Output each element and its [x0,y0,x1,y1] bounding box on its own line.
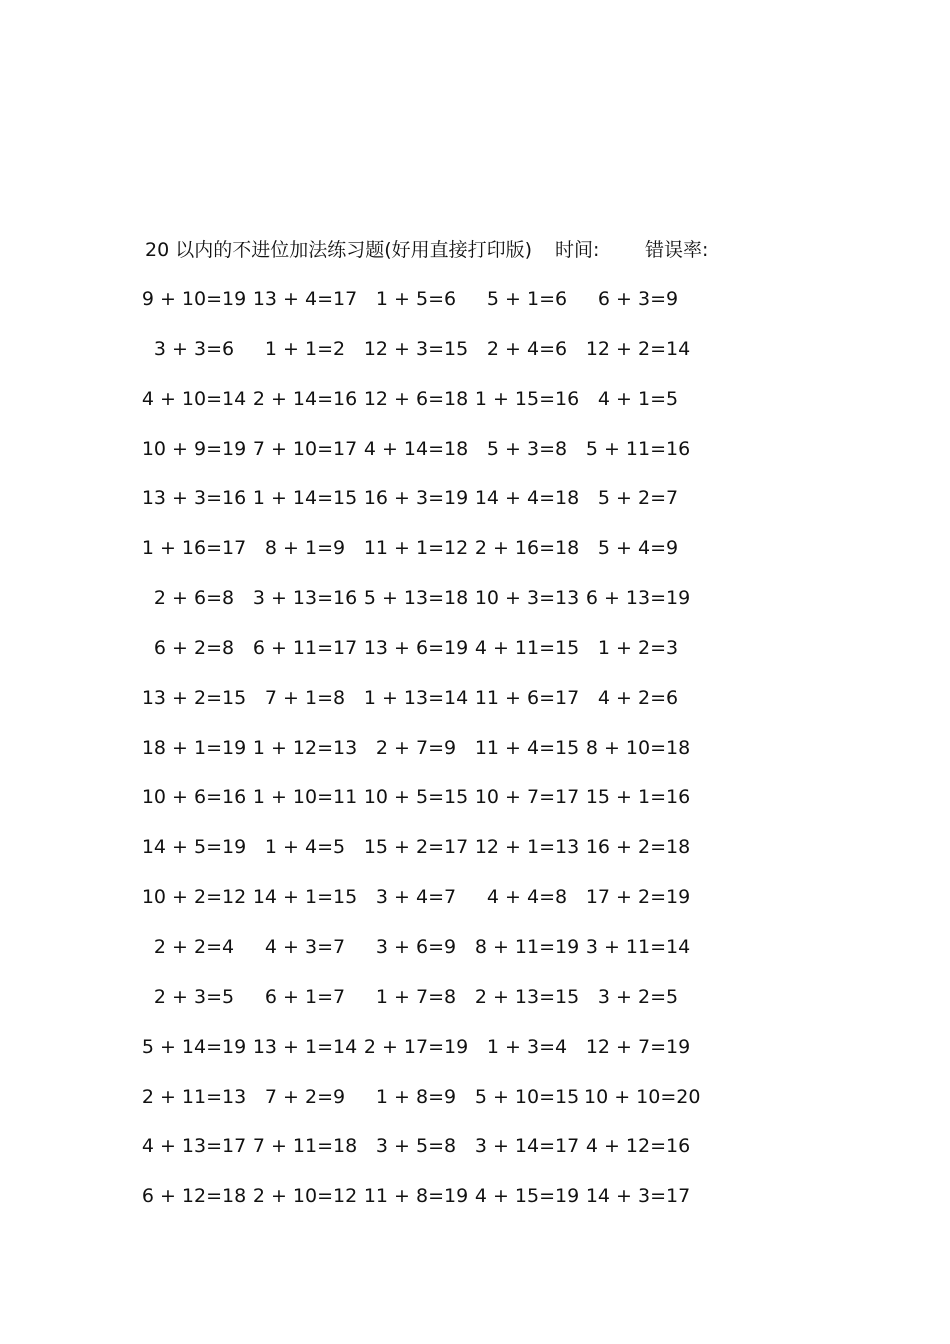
problem-equation: 5 + 14=19 [141,1035,247,1058]
problem-equation: 13 + 4=17 [252,288,358,310]
problem-equation: 4 + 12=16 [585,1135,691,1158]
problem-equation: 2 + 6=8 [153,587,235,610]
problem-row [140,533,700,583]
problem-equation: 1 + 12=13 [252,736,358,759]
problem-equation: 2 + 13=15 [474,985,580,1008]
problem-equation: 3 + 5=8 [375,1135,457,1158]
problem-equation: 13 + 6=19 [363,636,469,659]
problem-equation: 9 + 10=19 [141,288,247,310]
problem-equation: 10 + 3=13 [474,587,580,610]
problem-equation: 5 + 2=7 [597,487,679,510]
problem-equation: 10 + 6=16 [141,786,247,809]
problem-row [140,434,700,484]
problem-equation: 10 + 2=12 [141,886,247,909]
problem-equation: 12 + 7=19 [585,1035,691,1058]
problem-row [140,334,700,384]
problem-row [140,284,700,334]
problem-row [140,683,700,733]
problem-equation: 5 + 3=8 [486,437,568,460]
problem-equation: 5 + 13=18 [363,587,469,610]
problem-equation: 13 + 2=15 [141,686,247,709]
problem-equation: 3 + 2=5 [597,985,679,1008]
problem-row [140,733,700,783]
problem-equation: 1 + 16=17 [141,537,247,560]
problem-row [140,1082,700,1132]
problem-equation: 2 + 2=4 [153,935,235,958]
problem-row [140,1131,700,1181]
problem-equation: 4 + 14=18 [363,437,469,460]
problem-equation: 2 + 14=16 [252,387,358,410]
problem-equation: 11 + 8=19 [363,1185,469,1208]
problem-equation: 6 + 1=7 [264,985,346,1008]
problem-equation: 5 + 11=16 [585,437,691,460]
problem-equation: 8 + 10=18 [585,736,691,759]
problem-equation: 4 + 11=15 [474,636,580,659]
problem-equation: 3 + 4=7 [375,886,457,909]
problem-equation: 12 + 2=14 [585,337,691,360]
problem-equation: 7 + 2=9 [264,1085,346,1108]
problem-equation: 4 + 1=5 [597,387,679,410]
problem-equation: 1 + 13=14 [363,686,469,709]
problem-equation: 5 + 10=15 [474,1085,580,1108]
problem-equation: 4 + 2=6 [597,686,679,709]
problem-row [140,882,700,932]
problem-equation: 2 + 4=6 [486,337,568,360]
problem-row [140,932,700,982]
problem-equation: 5 + 4=9 [597,537,679,560]
problem-equation: 2 + 17=19 [363,1035,469,1058]
problem-equation: 1 + 1=2 [264,337,346,360]
problem-equation: 15 + 2=17 [363,836,469,859]
error-rate-label: 错误率: [645,239,709,261]
problem-row [140,384,700,434]
problem-equation: 4 + 15=19 [474,1185,580,1208]
problem-equation: 1 + 8=9 [375,1085,457,1108]
problem-equation: 6 + 3=9 [597,288,679,310]
problem-equation: 1 + 4=5 [264,836,346,859]
problem-equation: 7 + 10=17 [252,437,358,460]
problem-equation: 13 + 1=14 [252,1035,358,1058]
problem-equation: 18 + 1=19 [141,736,247,759]
problem-equation: 14 + 4=18 [474,487,580,510]
problem-equation: 1 + 14=15 [252,487,358,510]
time-label: 时间: [555,239,600,261]
problem-equation: 6 + 13=19 [585,587,691,610]
problem-equation: 2 + 10=12 [252,1185,358,1208]
problem-equation: 15 + 1=16 [585,786,691,809]
problem-equation: 3 + 11=14 [585,935,691,958]
problem-equation: 12 + 1=13 [474,836,580,859]
problem-equation: 17 + 2=19 [585,886,691,909]
problem-equation: 10 + 5=15 [363,786,469,809]
problem-equation: 12 + 3=15 [363,337,469,360]
problem-equation: 14 + 5=19 [141,836,247,859]
problem-equation: 1 + 3=4 [486,1035,568,1058]
problem-equation: 4 + 3=7 [264,935,346,958]
problem-equation: 14 + 3=17 [585,1185,691,1208]
problem-equation: 1 + 5=6 [375,288,457,310]
problem-equation: 3 + 13=16 [252,587,358,610]
problem-equation: 10 + 7=17 [474,786,580,809]
problem-equation: 1 + 10=11 [252,786,358,809]
problem-equation: 3 + 3=6 [153,337,235,360]
problem-equation: 2 + 16=18 [474,537,580,560]
problem-equation: 16 + 2=18 [585,836,691,859]
problem-equation: 11 + 4=15 [474,736,580,759]
problem-equation: 4 + 13=17 [141,1135,247,1158]
problem-equation: 2 + 11=13 [141,1085,247,1108]
problem-equation: 1 + 2=3 [597,636,679,659]
problem-equation: 16 + 3=19 [363,487,469,510]
problem-row [140,1181,700,1231]
problem-equation: 12 + 6=18 [363,387,469,410]
problem-equation: 7 + 11=18 [252,1135,358,1158]
problem-equation: 8 + 11=19 [474,935,580,958]
problem-equation: 14 + 1=15 [252,886,358,909]
problem-equation: 10 + 9=19 [141,437,247,460]
problem-row [140,483,700,533]
problem-equation: 10 + 10=20 [584,1085,701,1108]
problem-row [140,633,700,683]
problem-equation: 1 + 7=8 [375,985,457,1008]
problem-equation: 6 + 2=8 [153,636,235,659]
problem-equation: 3 + 14=17 [474,1135,580,1158]
problem-equation: 6 + 11=17 [252,636,358,659]
problem-equation: 2 + 3=5 [153,985,235,1008]
problem-equation: 11 + 1=12 [363,537,469,560]
problem-equation: 4 + 4=8 [486,886,568,909]
problem-row [140,832,700,882]
problem-equation: 7 + 1=8 [264,686,346,709]
problem-equation: 3 + 6=9 [375,935,457,958]
problem-row [140,1032,700,1082]
problem-equation: 4 + 10=14 [141,387,247,410]
worksheet-title: 20 以内的不进位加法练习题(好用直接打印版) [145,239,533,261]
problem-equation: 5 + 1=6 [486,288,568,310]
problem-equation: 8 + 1=9 [264,537,346,560]
problem-equation: 2 + 7=9 [375,736,457,759]
problem-row [140,583,700,633]
problem-equation: 13 + 3=16 [141,487,247,510]
problem-equation: 1 + 15=16 [474,387,580,410]
problem-grid [140,284,700,1231]
problem-equation: 11 + 6=17 [474,686,580,709]
problem-row [140,982,700,1032]
problem-row [140,782,700,832]
problem-equation: 6 + 12=18 [141,1185,247,1208]
